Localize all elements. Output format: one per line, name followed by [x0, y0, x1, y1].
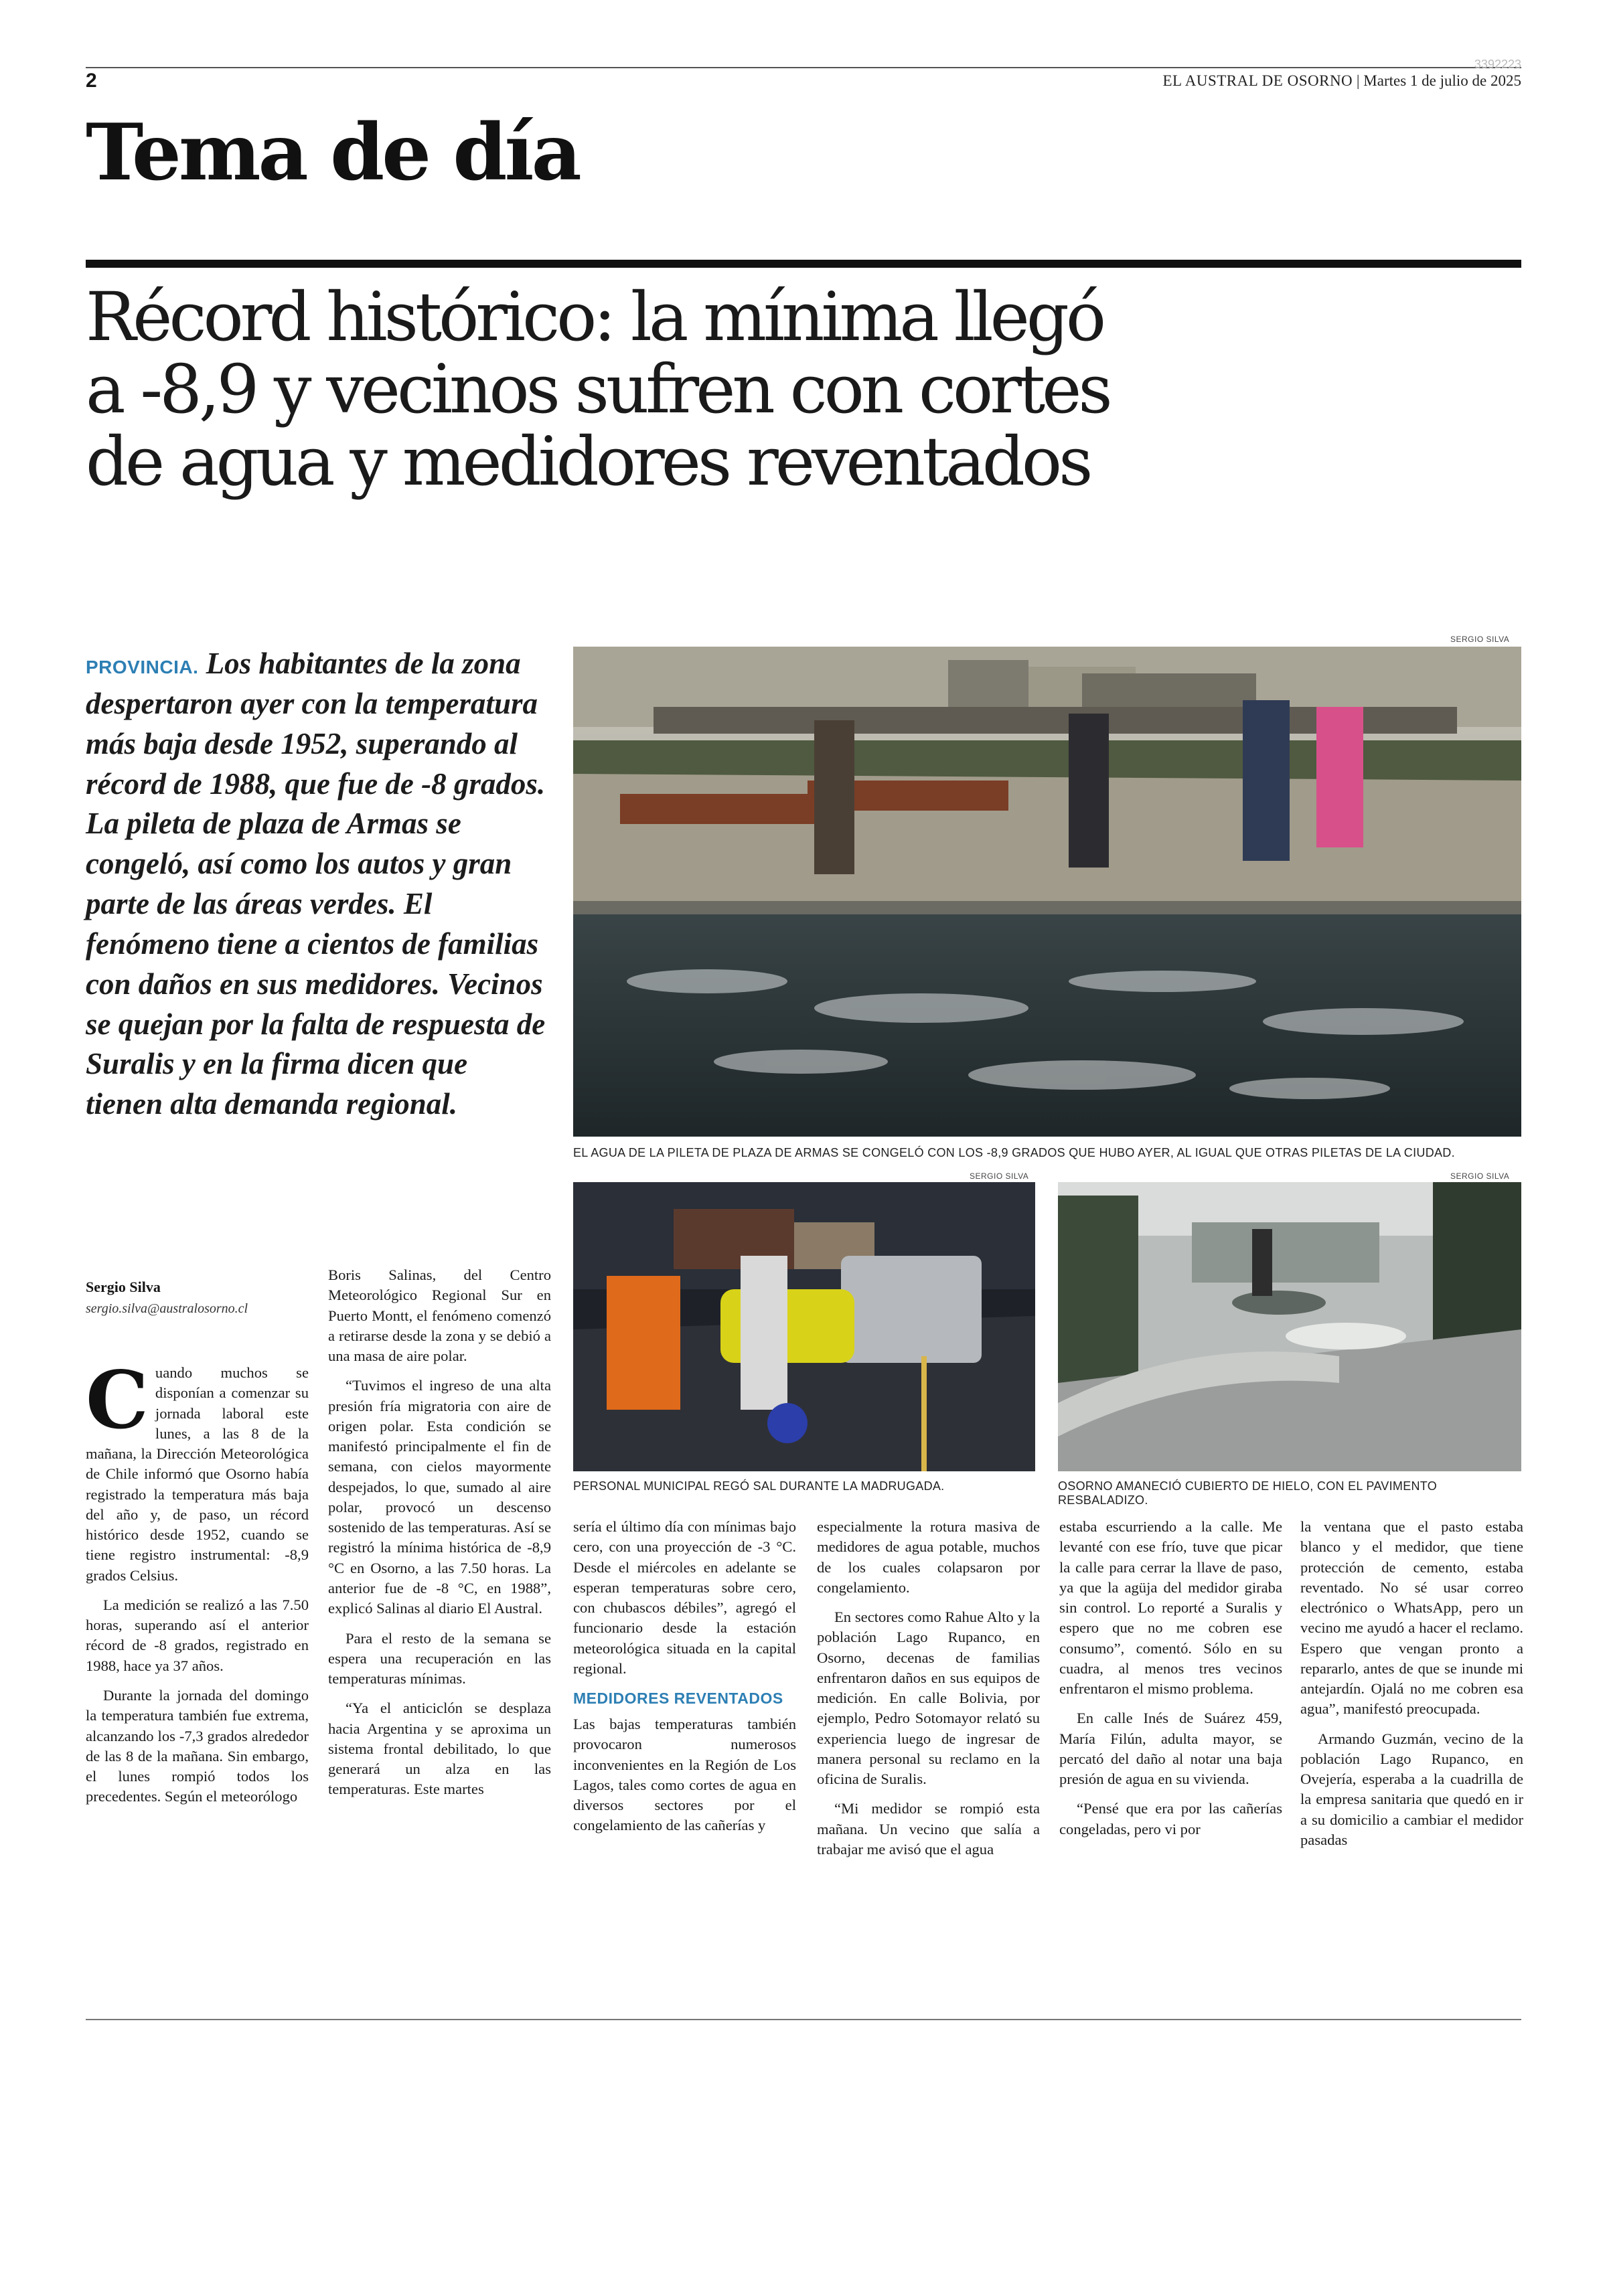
- body-column-4: [817, 1517, 1040, 1869]
- left-photo-caption: PERSONAL MUNICIPAL REGÓ SAL DURANTE LA MADRUGADA.: [573, 1479, 945, 1493]
- paragraph: la ventana que el pasto estaba blanco y el medidor, que tiene protección de cemento, estaba reventado. No sé usar correo electrónico o WhatsApp, pero un vecino me ayudó a hacer el reclamo. Espero que vengan pronto a repararlo, antes de que se inunde mi antejardín. Ojalá no me cobren esa agua”, manifestó preocupada.: [1300, 1518, 1523, 1718]
- lead-kicker: PROVINCIA.: [86, 657, 199, 677]
- byline-author: Sergio Silva: [86, 1279, 161, 1295]
- paragraph: “Ya el anticiclón se desplaza hacia Argentina y se aproxima un sistema frontal debilitado, lo que generará un alza en las temperaturas. Este martes: [328, 1700, 551, 1798]
- main-photo-credit: SERGIO SILVA: [1450, 635, 1510, 644]
- body-column-6: [1300, 1517, 1523, 1860]
- paragraph: “Mi medidor se rompió esta mañana. Un vecino que salía a trabajar me avisó que el agua: [817, 1800, 1040, 1858]
- masthead: EL AUSTRAL DE OSORNO | Martes 1 de julio de 2025: [1162, 72, 1521, 89]
- paragraph: Durante la jornada del domingo la temperatura también fue extrema, alcanzando los -7,3 grados alrededor de las 8 de la mañana. Sin embargo, el lunes rompió todos los precedentes. Según el meteorólogo: [86, 1686, 309, 1805]
- main-photo-caption: EL AGUA DE LA PILETA DE PLAZA DE ARMAS SE CONGELÓ CON LOS -8,9 GRADOS QUE HUBO AYER, AL IGUAL QUE OTRAS PILETAS DE LA CIUDAD.: [573, 1146, 1455, 1159]
- paragraph: [86, 1354, 309, 1586]
- drop-cap: C: [86, 1354, 149, 1447]
- paragraph-text: uando muchos se disponían a comenzar su jornada laboral este lunes, a las 8 de la mañana, la Dirección Meteorológica de Chile informó que Osorno había registrado la temperatura más baja del año y, de paso, un récord histórico desde 1952, cuando se tiene registro instrumental: -8,9 grados Celsius.: [86, 1364, 309, 1584]
- top-rule: [86, 67, 1521, 68]
- page-number: 2: [86, 70, 97, 92]
- lead-paragraph: [86, 644, 548, 1125]
- paragraph: Armando Guzmán, vecino de la población Lago Rupanco, en Ovejería, esperaba a la cuadrilla de la empresa sanitaria que quedó en ir a su domicilio a cambiar el medidor pasadas: [1300, 1730, 1523, 1848]
- photo-municipal-workers-salt: [573, 1182, 1035, 1471]
- paragraph: “Tuvimos el ingreso de una alta presión fría migratoria con aire de origen polar. Esta condición se manifestó principalmente el fin de semana, con cielos mayormente despejados, lo que, sumado al aire polar, provocó un descenso sostenido de las temperaturas. Así se registró la mínima histórica de -8,9 °C en Osorno, a las 7.50 horas. La anterior fue de -8 °C, en 1988”, explicó Salinas al diario El Austral.: [328, 1377, 551, 1617]
- section-rule: [86, 260, 1521, 268]
- body-column-3: [573, 1517, 796, 1846]
- lead-text: Los habitantes de la zona despertaron ayer con la temperatura más baja desde 1952, superando al récord de 1988, que fue de -8 grados. La pileta de plaza de Armas se congeló, así como los autos y gran parte de las áreas verdes. El fenómeno tiene a cientos de familias con daños en sus medidores. Vecinos se quejan por la falta de respuesta de Suralis y en la firma dicen que tienen alta demanda regional.: [86, 647, 546, 1121]
- paragraph: En sectores como Rahue Alto y la población Lago Rupanco, en Osorno, decenas de familias enfrentaron daños en sus equipos de medición. En calle Bolivia, por ejemplo, Pedro Sotomayor relató su experiencia luego de ingresar de manera personal su reclamo en la oficina de Suralis.: [817, 1609, 1040, 1788]
- paragraph: Boris Salinas, del Centro Meteorológico Regional Sur en Puerto Montt, el fenómeno comenzó a retirarse desde la zona y se debió a una masa de aire polar.: [328, 1266, 551, 1365]
- issue-date: Martes 1 de julio de 2025: [1363, 72, 1521, 89]
- left-photo-credit: SERGIO SILVA: [970, 1171, 1029, 1181]
- body-column-2: [328, 1265, 551, 1809]
- headline: [86, 278, 1525, 501]
- paragraph: Las bajas temperaturas también provocaron numerosos inconvenientes en la Región de Los Lagos, tales como cortes de agua en diversos sectores por el congelamiento de las cañerías y: [573, 1716, 796, 1834]
- main-photo-frozen-fountain: [573, 647, 1521, 1137]
- right-photo-caption: OSORNO AMANECIÓ CUBIERTO DE HIELO, CON EL PAVIMENTO RESBALADIZO.: [1058, 1479, 1438, 1507]
- paragraph: sería el último día con mínimas bajo cero, con una proyección de -3 °C. Desde el miércoles en adelante se esperan temperaturas sobre cero, con chubascos débiles”, agregó el funcionario desde la estación meteorológica situada en la capital regional.: [573, 1518, 796, 1677]
- right-photo-credit: SERGIO SILVA: [1450, 1171, 1510, 1181]
- byline-email[interactable]: sergio.silva@australosorno.cl: [86, 1301, 248, 1316]
- bottom-rule: [86, 2019, 1521, 2020]
- headline-line-1: Récord histórico: la mínima llegó: [86, 278, 1103, 356]
- paragraph: estaba escurriendo a la calle. Me levanté con ese frío, tuve que picar la calle para cerrar la llave de paso, ya que la agüja del medidor giraba sin control. Lo reporté a Suralis y espero que no me cobren ese consumo”, comentó. Sólo en su cuadra, al menos tres vecinos enfrentaron el mismo problema.: [1059, 1518, 1282, 1698]
- headline-line-2: a -8,9 y vecinos sufren con cortes: [86, 350, 1109, 428]
- headline-line-3: de agua y medidores reventados: [86, 422, 1090, 501]
- newspaper-name: EL AUSTRAL DE OSORNO: [1162, 72, 1353, 89]
- paragraph: La medición se realizó a las 7.50 horas, superando así el anterior récord de -8 grados, registrado en 1988, hace ya 37 años.: [86, 1596, 309, 1674]
- paragraph: Para el resto de la semana se espera una recuperación en las temperaturas mínimas.: [328, 1629, 551, 1688]
- body-column-5: [1059, 1517, 1282, 1849]
- subheading: MEDIDORES REVENTADOS: [573, 1690, 783, 1708]
- paragraph: “Pensé que era por las cañerías congeladas, pero vi por: [1059, 1800, 1282, 1837]
- paragraph: especialmente la rotura masiva de medidores de agua potable, muchos de los cuales colapsaron por congelamiento.: [817, 1518, 1040, 1596]
- section-title: Tema de día: [86, 107, 579, 198]
- paragraph: En calle Inés de Suárez 459, María Filún, adulta mayor, se percató del daño al notar una baja presión de agua en su vivienda.: [1059, 1710, 1282, 1788]
- body-column-1: [86, 1354, 309, 1817]
- photo-frozen-plaza: [1058, 1182, 1521, 1471]
- watermark-id: 3392223: [1474, 58, 1521, 71]
